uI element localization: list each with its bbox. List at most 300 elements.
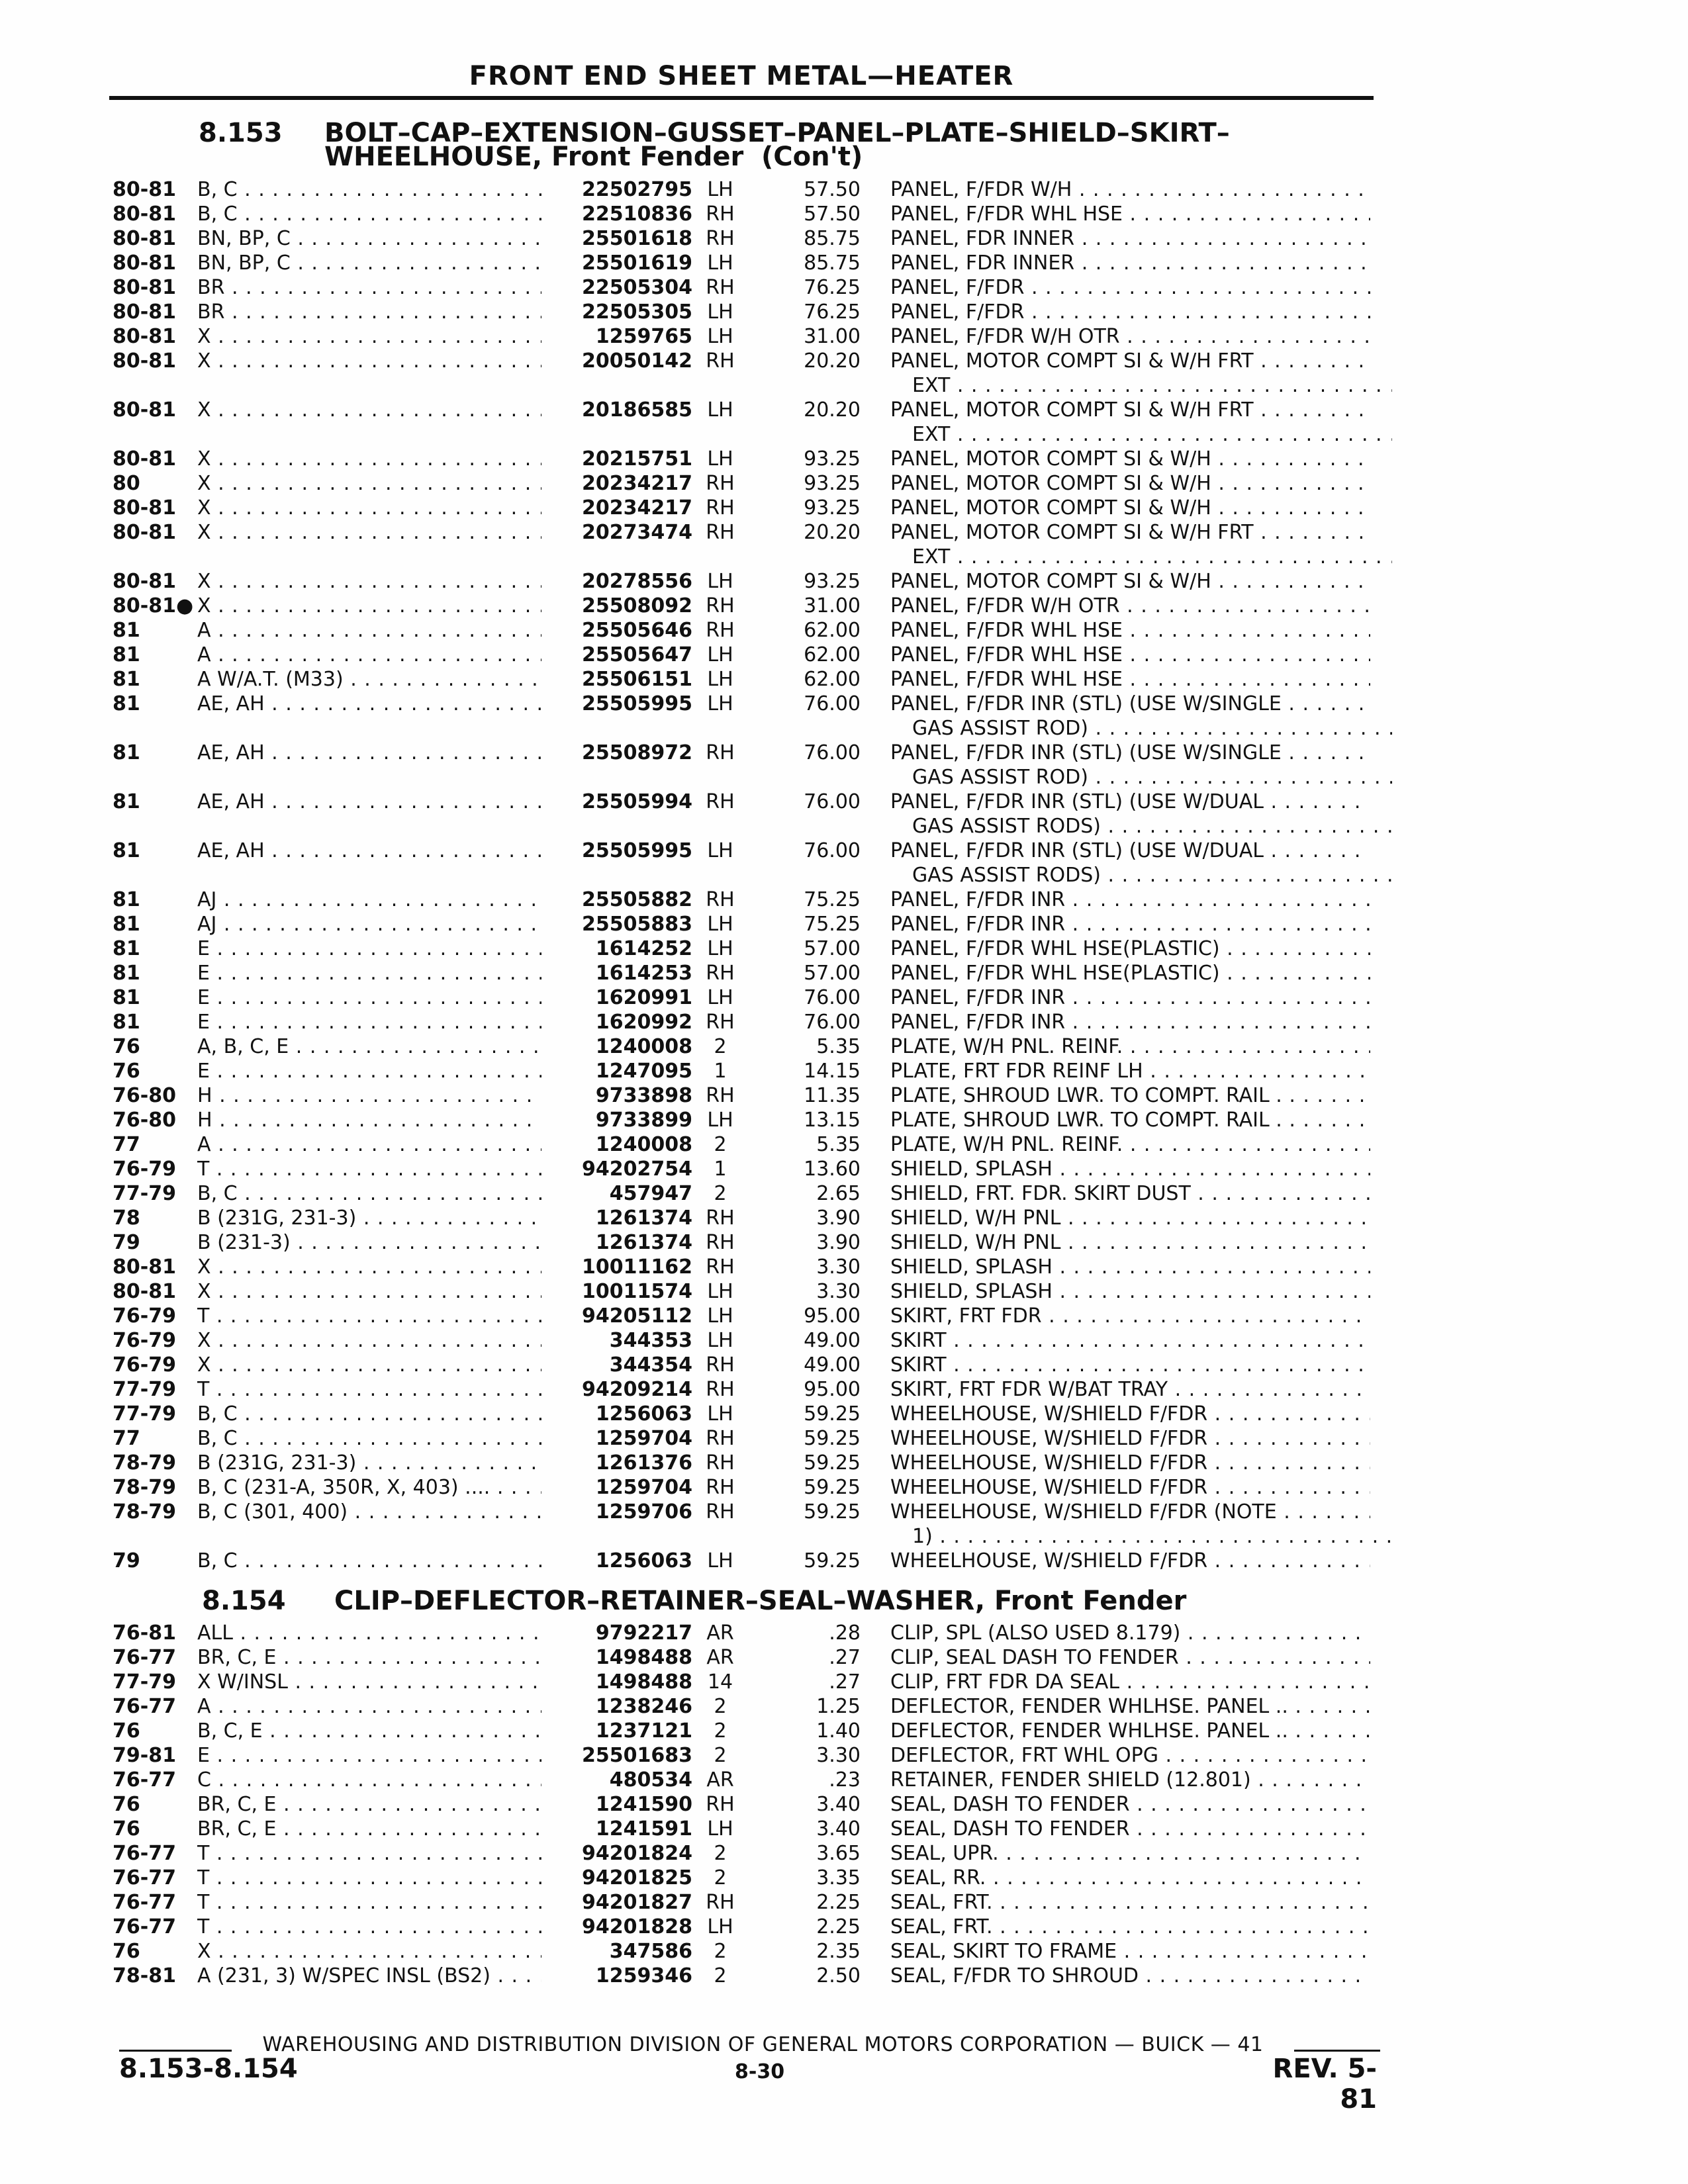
- part-row: [0, 1964, 1688, 1988]
- quantity: RH: [706, 594, 735, 617]
- quantity: RH: [706, 1206, 735, 1230]
- description: SEAL, SKIRT TO FRAME . . .: [890, 1939, 1370, 1964]
- model-year: 81: [113, 888, 140, 911]
- model-year: 78: [113, 1206, 140, 1230]
- quantity: RH: [706, 619, 735, 642]
- part-number: 22502795: [549, 177, 692, 202]
- price: 20.20: [804, 398, 861, 422]
- model-year: 81: [113, 741, 140, 764]
- model-year: 77-79: [113, 1182, 176, 1205]
- model-code: A . . .: [197, 1132, 541, 1157]
- model-year: 76: [113, 1719, 140, 1743]
- model-code: B (231-3) . . .: [197, 1230, 541, 1255]
- part-row: [0, 1719, 1688, 1743]
- price: 11.35: [804, 1084, 861, 1107]
- quantity: 2: [714, 1695, 727, 1718]
- quantity: LH: [707, 1109, 733, 1132]
- part-row: [0, 1132, 1688, 1157]
- part-number: 1240008: [549, 1132, 692, 1157]
- model-code: X . . .: [197, 1279, 541, 1304]
- part-row-continuation: [0, 422, 1688, 447]
- model-code: E . . .: [197, 936, 541, 961]
- quantity: 2: [714, 1744, 727, 1767]
- part-number: 94202754: [549, 1157, 692, 1181]
- quantity: LH: [707, 1549, 733, 1572]
- price: .23: [829, 1768, 861, 1792]
- price: 1.25: [816, 1695, 861, 1718]
- model-year: 80-81: [113, 447, 176, 471]
- part-row: [0, 1792, 1688, 1817]
- model-code: B, C (301, 400) . . .: [197, 1500, 541, 1524]
- model-year: 80: [113, 472, 140, 495]
- quantity: RH: [706, 472, 735, 495]
- description-continued: EXT . . .: [912, 422, 1392, 447]
- part-row: [0, 692, 1688, 716]
- part-row: [0, 1255, 1688, 1279]
- description: PANEL, F/FDR INR (STL) (USE W/SINGLE . . .: [890, 692, 1370, 716]
- description: PANEL, F/FDR INR (STL) (USE W/DUAL . . .: [890, 790, 1370, 814]
- description: PANEL, F/FDR INR (STL) (USE W/SINGLE . . .: [890, 741, 1370, 765]
- model-code: X . . .: [197, 569, 541, 594]
- quantity: 2: [714, 1842, 727, 1865]
- part-number: 1259706: [549, 1500, 692, 1524]
- model-year: 80-81: [113, 300, 176, 324]
- part-row: [0, 1866, 1688, 1890]
- part-row: [0, 324, 1688, 349]
- quantity: RH: [706, 741, 735, 764]
- part-number: 457947: [549, 1181, 692, 1206]
- part-number: 20234217: [549, 471, 692, 496]
- model-code: X . . .: [197, 471, 541, 496]
- quantity: 1: [714, 1060, 727, 1083]
- price: 57.00: [804, 937, 861, 960]
- model-year: 76: [113, 1035, 140, 1058]
- part-number: 10011162: [549, 1255, 692, 1279]
- description: PLATE, FRT FDR REINF LH . . .: [890, 1059, 1370, 1083]
- price: 85.75: [804, 227, 861, 250]
- description: PANEL, F/FDR . . .: [890, 300, 1370, 324]
- price: 93.25: [804, 447, 861, 471]
- price: 1.40: [816, 1719, 861, 1743]
- part-row: [0, 1670, 1688, 1694]
- description: PANEL, F/FDR WHL HSE . . .: [890, 643, 1370, 667]
- model-year: 80-81: [113, 496, 176, 520]
- model-code: C . . .: [197, 1768, 541, 1792]
- part-number: 22510836: [549, 202, 692, 226]
- part-row: [0, 1451, 1688, 1475]
- description-continued: GAS ASSIST ROD) . . .: [912, 765, 1392, 790]
- part-row: [0, 741, 1688, 765]
- model-code: BR, C, E . . .: [197, 1645, 541, 1670]
- price: 3.90: [816, 1231, 861, 1254]
- model-code: AE, AH . . .: [197, 741, 541, 765]
- model-year: 79-81: [113, 1744, 176, 1767]
- part-row: [0, 1059, 1688, 1083]
- part-number: 1620991: [549, 985, 692, 1010]
- model-year: 80-81: [113, 203, 176, 226]
- model-year: 81: [113, 913, 140, 936]
- model-year: 81: [113, 668, 140, 691]
- part-row: [0, 398, 1688, 422]
- description: DEFLECTOR, FENDER WHLHSE. PANEL .. . . .: [890, 1694, 1370, 1719]
- part-number: 22505305: [549, 300, 692, 324]
- part-number: 1498488: [549, 1670, 692, 1694]
- part-number: 25501683: [549, 1743, 692, 1768]
- description: PLATE, SHROUD LWR. TO COMPT. RAIL . . . .: [890, 1083, 1370, 1108]
- price: 76.25: [804, 276, 861, 299]
- model-code: AE, AH . . .: [197, 790, 541, 814]
- price: 5.35: [816, 1035, 861, 1058]
- price: 85.75: [804, 251, 861, 275]
- model-code: B, C . . .: [197, 1181, 541, 1206]
- description-continued: GAS ASSIST ROD) . . .: [912, 716, 1392, 741]
- part-row-continuation: [0, 814, 1688, 839]
- quantity: LH: [707, 986, 733, 1009]
- part-number: 1241591: [549, 1817, 692, 1841]
- quantity: LH: [707, 937, 733, 960]
- part-number: 1247095: [549, 1059, 692, 1083]
- description: SEAL, F/FDR TO SHROUD . . .: [890, 1964, 1370, 1988]
- model-year: 77: [113, 1133, 140, 1156]
- part-number: 20234217: [549, 496, 692, 520]
- part-row: [0, 275, 1688, 300]
- part-number: 9733899: [549, 1108, 692, 1132]
- model-code: A W/A.T. (M33) . . .: [197, 667, 541, 692]
- description: PLATE, W/H PNL. REINF. . . .: [890, 1132, 1370, 1157]
- part-row: [0, 569, 1688, 594]
- price: 59.25: [804, 1402, 861, 1426]
- price: 3.30: [816, 1255, 861, 1279]
- model-code: T . . .: [197, 1866, 541, 1890]
- part-row: [0, 1279, 1688, 1304]
- model-year: 76: [113, 1817, 140, 1841]
- part-number: 94201824: [549, 1841, 692, 1866]
- part-row: [0, 1181, 1688, 1206]
- model-code: BR, C, E . . .: [197, 1817, 541, 1841]
- part-row: [0, 1157, 1688, 1181]
- part-row: [0, 496, 1688, 520]
- price: 76.00: [804, 986, 861, 1009]
- part-row: [0, 618, 1688, 643]
- model-year: 80-81: [113, 251, 176, 275]
- model-code: A, B, C, E . . .: [197, 1034, 541, 1059]
- quantity: LH: [707, 300, 733, 324]
- price: 3.90: [816, 1206, 861, 1230]
- quantity: RH: [706, 888, 735, 911]
- quantity: RH: [706, 1476, 735, 1499]
- price: 49.00: [804, 1353, 861, 1377]
- part-row: [0, 961, 1688, 985]
- quantity: 14: [707, 1670, 733, 1694]
- price: 3.40: [816, 1793, 861, 1816]
- description: WHEELHOUSE, W/SHIELD F/FDR . . .: [890, 1402, 1370, 1426]
- description: WHEELHOUSE, W/SHIELD F/FDR (NOTE . . .: [890, 1500, 1370, 1524]
- price: 3.65: [816, 1842, 861, 1865]
- price: 59.25: [804, 1500, 861, 1524]
- model-code: X . . .: [197, 349, 541, 373]
- model-code: T . . .: [197, 1304, 541, 1328]
- quantity: RH: [706, 1084, 735, 1107]
- part-number: 20050142: [549, 349, 692, 373]
- description: SHIELD, SPLASH . . .: [890, 1279, 1370, 1304]
- price: 59.25: [804, 1427, 861, 1450]
- model-year: 81: [113, 1011, 140, 1034]
- part-number: 1256063: [549, 1549, 692, 1573]
- part-row-continuation: [0, 373, 1688, 398]
- price: 95.00: [804, 1304, 861, 1328]
- part-row: [0, 300, 1688, 324]
- description: PANEL, F/FDR WHL HSE(PLASTIC) . . .: [890, 961, 1370, 985]
- description: PANEL, MOTOR COMPT SI & W/H FRT . . .: [890, 398, 1370, 422]
- part-number: 22505304: [549, 275, 692, 300]
- part-row: [0, 251, 1688, 275]
- model-year: 80-81: [113, 1280, 176, 1303]
- model-code: B, C (231-A, 350R, X, 403) .... . . .: [197, 1475, 541, 1500]
- description: WHEELHOUSE, W/SHIELD F/FDR . . .: [890, 1426, 1370, 1451]
- quantity: LH: [707, 1915, 733, 1938]
- part-number: 25505647: [549, 643, 692, 667]
- part-row: [0, 839, 1688, 863]
- description: PANEL, F/FDR INR . . .: [890, 887, 1370, 912]
- description: PANEL, F/FDR INR (STL) (USE W/DUAL . . .: [890, 839, 1370, 863]
- part-row: [0, 226, 1688, 251]
- part-row: [0, 1426, 1688, 1451]
- model-year: 76-80: [113, 1109, 176, 1132]
- price: 3.40: [816, 1817, 861, 1841]
- model-year: 78-79: [113, 1476, 176, 1499]
- model-year: 81: [113, 937, 140, 960]
- description: SHIELD, W/H PNL . . .: [890, 1206, 1370, 1230]
- quantity: RH: [706, 790, 735, 813]
- model-code: AJ . . .: [197, 912, 541, 936]
- part-number: 25508092: [549, 594, 692, 618]
- part-number: 1259765: [549, 324, 692, 349]
- description: DEFLECTOR, FENDER WHLHSE. PANEL .. . . .: [890, 1719, 1370, 1743]
- model-year: 76-77: [113, 1866, 176, 1889]
- part-number: 1256063: [549, 1402, 692, 1426]
- part-row-continuation: [0, 1524, 1688, 1549]
- model-year: 76-80: [113, 1084, 176, 1107]
- footer-section-range: 8.153-8.154: [119, 2054, 298, 2084]
- quantity: AR: [706, 1621, 734, 1645]
- model-year: 81: [113, 962, 140, 985]
- quantity: RH: [706, 962, 735, 985]
- model-code: E . . .: [197, 1743, 541, 1768]
- description: SHIELD, SPLASH . . .: [890, 1157, 1370, 1181]
- part-number: 25505883: [549, 912, 692, 936]
- quantity: LH: [707, 1329, 733, 1352]
- quantity: RH: [706, 1011, 735, 1034]
- quantity: LH: [707, 1304, 733, 1328]
- model-year: 76-77: [113, 1646, 176, 1669]
- model-code: B (231G, 231-3) . . .: [197, 1206, 541, 1230]
- footer-rule: [1294, 2050, 1380, 2052]
- part-row: [0, 790, 1688, 814]
- model-code: X . . .: [197, 1939, 541, 1964]
- model-year: 80-81: [113, 227, 176, 250]
- quantity: RH: [706, 1353, 735, 1377]
- price: 5.35: [816, 1133, 861, 1156]
- description-continued: 1) . . .: [912, 1524, 1392, 1549]
- model-code: AE, AH . . .: [197, 692, 541, 716]
- price: 75.25: [804, 913, 861, 936]
- quantity: RH: [706, 496, 735, 520]
- description-continued: EXT . . .: [912, 545, 1392, 569]
- model-code: B, C . . .: [197, 202, 541, 226]
- model-code: E . . .: [197, 1059, 541, 1083]
- part-row: [0, 1890, 1688, 1915]
- part-row: [0, 1206, 1688, 1230]
- model-code: BN, BP, C . . .: [197, 226, 541, 251]
- part-number: 25506151: [549, 667, 692, 692]
- price: 20.20: [804, 349, 861, 373]
- model-code: T . . .: [197, 1841, 541, 1866]
- part-number: 20273474: [549, 520, 692, 545]
- part-row: [0, 1108, 1688, 1132]
- quantity: RH: [706, 1231, 735, 1254]
- description: PANEL, F/FDR W/H OTR . . .: [890, 594, 1370, 618]
- quantity: RH: [706, 203, 735, 226]
- model-code: AJ . . .: [197, 887, 541, 912]
- model-year: 81: [113, 692, 140, 715]
- price: 57.50: [804, 178, 861, 201]
- part-number: 25501619: [549, 251, 692, 275]
- model-code: X . . .: [197, 594, 541, 618]
- description: CLIP, SEAL DASH TO FENDER . . .: [890, 1645, 1370, 1670]
- model-year: 80-81: [113, 398, 176, 422]
- part-row: [0, 1475, 1688, 1500]
- price: 76.25: [804, 300, 861, 324]
- part-number: 480534: [549, 1768, 692, 1792]
- quantity: LH: [707, 668, 733, 691]
- description: SHIELD, FRT. FDR. SKIRT DUST . . .: [890, 1181, 1370, 1206]
- description: CLIP, SPL (ALSO USED 8.179) . . .: [890, 1621, 1370, 1645]
- part-number: 1240008: [549, 1034, 692, 1059]
- part-number: 1259704: [549, 1426, 692, 1451]
- price: 49.00: [804, 1329, 861, 1352]
- part-number: 94201828: [549, 1915, 692, 1939]
- quantity: LH: [707, 1280, 733, 1303]
- model-code: BN, BP, C . . .: [197, 251, 541, 275]
- description: SEAL, FRT. . . .: [890, 1915, 1370, 1939]
- price: 31.00: [804, 594, 861, 617]
- price: 2.25: [816, 1891, 861, 1914]
- model-year: 77: [113, 1427, 140, 1450]
- price: 59.25: [804, 1476, 861, 1499]
- price: 62.00: [804, 619, 861, 642]
- model-code: A (231, 3) W/SPEC INSL (BS2) . . .: [197, 1964, 541, 1988]
- part-row: [0, 349, 1688, 373]
- model-year: 81: [113, 619, 140, 642]
- part-row-continuation: [0, 545, 1688, 569]
- quantity: LH: [707, 643, 733, 666]
- model-year: 80-81: [113, 570, 176, 593]
- part-row: [0, 643, 1688, 667]
- quantity: LH: [707, 325, 733, 348]
- footer-organization: WAREHOUSING AND DISTRIBUTION DIVISION OF GENERAL MOTORS CORPORATION — BUICK — 41: [262, 2033, 1264, 2056]
- part-number: 10011574: [549, 1279, 692, 1304]
- part-number: 1614252: [549, 936, 692, 961]
- model-code: A . . .: [197, 618, 541, 643]
- model-code: X . . .: [197, 1255, 541, 1279]
- model-code: T . . .: [197, 1915, 541, 1939]
- model-year: 76-79: [113, 1158, 176, 1181]
- model-code: BR . . .: [197, 300, 541, 324]
- quantity: LH: [707, 251, 733, 275]
- part-number: 94209214: [549, 1377, 692, 1402]
- part-number: 1259704: [549, 1475, 692, 1500]
- part-row: [0, 912, 1688, 936]
- quantity: LH: [707, 1817, 733, 1841]
- price: 3.30: [816, 1280, 861, 1303]
- model-year: 79: [113, 1549, 140, 1572]
- description: PANEL, MOTOR COMPT SI & W/H . . .: [890, 447, 1370, 471]
- part-number: 1261376: [549, 1451, 692, 1475]
- part-row: [0, 471, 1688, 496]
- section-continued: (Con't): [761, 142, 863, 172]
- part-row: [0, 985, 1688, 1010]
- quantity: RH: [706, 349, 735, 373]
- price: 13.15: [804, 1109, 861, 1132]
- model-code: AE, AH . . .: [197, 839, 541, 863]
- part-row: [0, 1694, 1688, 1719]
- model-year: 77-79: [113, 1402, 176, 1426]
- description: PANEL, MOTOR COMPT SI & W/H . . .: [890, 496, 1370, 520]
- description: SHIELD, SPLASH . . .: [890, 1255, 1370, 1279]
- model-code: X . . .: [197, 1353, 541, 1377]
- price: 76.00: [804, 692, 861, 715]
- description: PLATE, SHROUD LWR. TO COMPT. RAIL . . . .: [890, 1108, 1370, 1132]
- model-code: B, C . . .: [197, 1426, 541, 1451]
- model-code: A . . .: [197, 1694, 541, 1719]
- model-year: 76: [113, 1060, 140, 1083]
- part-row: [0, 1939, 1688, 1964]
- part-row: [0, 1230, 1688, 1255]
- model-code: B, C . . .: [197, 1549, 541, 1573]
- quantity: LH: [707, 178, 733, 201]
- quantity: LH: [707, 570, 733, 593]
- quantity: AR: [706, 1768, 734, 1792]
- model-code: E . . .: [197, 985, 541, 1010]
- description: SHIELD, W/H PNL . . .: [890, 1230, 1370, 1255]
- page-header: FRONT END SHEET METAL—HEATER: [469, 61, 1014, 91]
- model-code: T . . .: [197, 1890, 541, 1915]
- price: 93.25: [804, 570, 861, 593]
- model-code: X . . .: [197, 496, 541, 520]
- quantity: 2: [714, 1133, 727, 1156]
- description: PANEL, F/FDR W/H OTR . . .: [890, 324, 1370, 349]
- quantity: RH: [706, 1378, 735, 1401]
- quantity: RH: [706, 521, 735, 544]
- model-year: 76-77: [113, 1768, 176, 1792]
- price: 59.25: [804, 1549, 861, 1572]
- part-row: [0, 1377, 1688, 1402]
- footer-revision: REV. 5-81: [1272, 2054, 1377, 2115]
- section-title: BOLT–CAP–EXTENSION–GUSSET–PANEL–PLATE–SHIELD–SKIRT–: [324, 118, 1230, 148]
- quantity: AR: [706, 1646, 734, 1669]
- model-code: B (231G, 231-3) . . .: [197, 1451, 541, 1475]
- price: 31.00: [804, 325, 861, 348]
- model-year: 78-81: [113, 1964, 176, 1987]
- description: PANEL, MOTOR COMPT SI & W/H FRT . . .: [890, 349, 1370, 373]
- price: 62.00: [804, 668, 861, 691]
- model-code: B, C . . .: [197, 177, 541, 202]
- description: SEAL, UPR. . . .: [890, 1841, 1370, 1866]
- description: PANEL, F/FDR WHL HSE(PLASTIC) . . .: [890, 936, 1370, 961]
- description: SKIRT, FRT FDR W/BAT TRAY . . .: [890, 1377, 1370, 1402]
- model-code: H . . .: [197, 1108, 541, 1132]
- price: 3.35: [816, 1866, 861, 1889]
